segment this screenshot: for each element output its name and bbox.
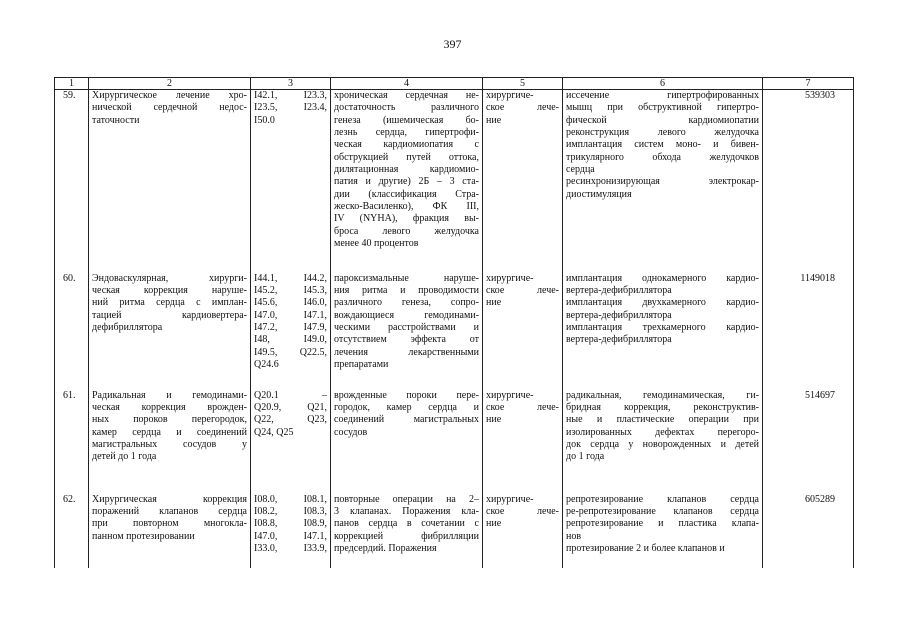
icd-code: Q22, xyxy=(254,414,274,426)
cell-line: панов сердца в сочетании с xyxy=(334,518,479,530)
cost-value xyxy=(763,390,854,494)
treatment-type xyxy=(483,90,563,273)
icd-code-line xyxy=(254,427,327,439)
cell-line: ческая коррекция врожден- xyxy=(92,401,247,413)
cell-line: ское лече- xyxy=(486,505,559,517)
column-header: 5 xyxy=(483,78,563,90)
row-number xyxy=(55,90,89,273)
cell-line: ния ритма и проводимости xyxy=(334,284,479,296)
cell-line: генеза (ишемическая бо- xyxy=(334,114,479,126)
treatment-type xyxy=(483,273,563,390)
row-number-text: 60. xyxy=(63,272,76,284)
cell-line: предсердий. Поражения xyxy=(334,542,437,554)
cell-line: хирургиче- xyxy=(486,389,534,401)
page-number: 397 xyxy=(443,37,462,51)
cell-line: панном протезировании xyxy=(92,530,195,542)
table-row xyxy=(55,273,854,390)
cell-line: различного генеза, сопро- xyxy=(334,297,479,309)
cell-line: ние xyxy=(486,414,502,426)
icd-code: I49.0, xyxy=(303,334,327,346)
icd-code-line xyxy=(254,518,327,530)
cell-line: ское лече- xyxy=(486,284,559,296)
cell-line: реконструкция левого желудочка xyxy=(566,127,759,139)
icd-code: I44.2, xyxy=(303,272,327,284)
cell-line: сосудов xyxy=(334,426,368,438)
cell-line: имплантация систем моно- и бивен- xyxy=(566,139,759,151)
cell-line: городок, камер сердца и xyxy=(334,401,479,413)
icd-code: I08.0, xyxy=(254,493,278,505)
icd-code-line xyxy=(254,322,327,334)
cost-text: 539303 xyxy=(805,90,835,101)
cell-line: жеско-Василенко), ФК III, xyxy=(334,201,479,213)
cell-line: хирургиче- xyxy=(486,493,534,505)
icd-codes xyxy=(251,494,331,568)
table-row xyxy=(55,390,854,494)
cost-value xyxy=(763,273,854,390)
cell-line: лезнь сердца, гипертрофи- xyxy=(334,127,479,139)
care-type-name xyxy=(89,273,251,390)
icd-code-line xyxy=(254,285,327,297)
cell-line: хирургиче- xyxy=(486,90,534,101)
patient-model xyxy=(331,494,483,568)
cell-line: поражений клапанов сердца xyxy=(92,505,247,517)
icd-code-line xyxy=(254,543,327,555)
row-number xyxy=(55,390,89,494)
treatment-type xyxy=(483,494,563,568)
cell-line: отсутствием эффекта от xyxy=(334,334,479,346)
cell-line: вождающиеся гемодинами- xyxy=(334,309,479,321)
cell-line: ское лече- xyxy=(486,102,559,114)
icd-code-line xyxy=(254,494,327,506)
icd-codes xyxy=(251,90,331,273)
icd-code-line xyxy=(254,273,327,285)
icd-code-line xyxy=(254,347,327,359)
icd-code: I08.9, xyxy=(303,518,327,530)
treatment-method xyxy=(563,390,763,494)
icd-code: I47.9, xyxy=(303,321,327,333)
cell-line: ресинхронизирующая электрокар- xyxy=(566,176,759,188)
cell-line: хроническая сердечная не- xyxy=(334,90,479,101)
icd-code-line xyxy=(254,359,327,371)
icd-code-line xyxy=(254,414,327,426)
cell-line: радикальная, гемодинамическая, ги- xyxy=(566,389,759,401)
icd-code: I47.0, xyxy=(254,309,278,321)
cell-line: ных пороков перегородок, xyxy=(92,414,247,426)
icd-code: I45.2, xyxy=(254,284,278,296)
icd-code: I08.3, xyxy=(303,505,327,517)
cell-line: магистральных сосудов у xyxy=(92,438,247,450)
cell-line: фической кардиомиопатии xyxy=(566,114,759,126)
icd-code: Q21, xyxy=(307,401,327,413)
cell-line: нической сердечной недос- xyxy=(92,102,247,114)
icd-code-line xyxy=(254,402,327,414)
care-type-name xyxy=(89,494,251,568)
cell-line: до 1 года xyxy=(566,451,605,463)
icd-code: I47.1, xyxy=(303,309,327,321)
row-number xyxy=(55,494,89,568)
cell-line: дии (классификация Стра- xyxy=(334,188,479,200)
cell-line: вертера-дефибриллятора xyxy=(566,334,672,346)
icd-code: – xyxy=(322,389,327,401)
icd-code-line xyxy=(254,90,327,102)
cell-line: 3 клапанах. Поражения кла- xyxy=(334,505,479,517)
treatment-method xyxy=(563,90,763,273)
row-number xyxy=(55,273,89,390)
icd-code: Q22.5, xyxy=(299,346,327,358)
column-header: 3 xyxy=(251,78,331,90)
cell-line: репротезирование клапанов сердца xyxy=(566,493,759,505)
row-number-text: 59. xyxy=(63,90,76,101)
table-row xyxy=(55,90,854,273)
cell-line: вертера-дефибриллятора xyxy=(566,309,672,321)
cell-line: Хирургическая коррекция xyxy=(92,493,247,505)
cell-line: ние xyxy=(486,518,502,530)
column-header: 6 xyxy=(563,78,763,90)
cell-line: таточности xyxy=(92,114,140,126)
column-header: 4 xyxy=(331,78,483,90)
cell-line: изолированных дефектах перегоро- xyxy=(566,426,759,438)
icd-code: I47.1, xyxy=(303,530,327,542)
table-body xyxy=(55,90,854,568)
cell-line: нов xyxy=(566,530,582,542)
treatment-type xyxy=(483,390,563,494)
icd-code-line xyxy=(254,310,327,322)
icd-code: I49.5, xyxy=(254,346,278,358)
cell-line: ческая коррекция наруше- xyxy=(92,284,247,296)
cell-line: Хирургическое лечение хро- xyxy=(92,90,247,101)
icd-codes xyxy=(251,390,331,494)
cell-line: IV (NYHA), фракция вы- xyxy=(334,213,479,225)
icd-code: Q20.1 xyxy=(254,389,279,401)
cell-line: ческими расстройствами и xyxy=(334,321,479,333)
icd-code: I42.1, xyxy=(254,90,278,101)
cell-line: хирургиче- xyxy=(486,272,534,284)
cell-line: коррекцией фибрилляции xyxy=(334,530,479,542)
cell-line: менее 40 процентов xyxy=(334,238,419,250)
icd-code: I46.0, xyxy=(303,297,327,309)
icd-code: I47.2, xyxy=(254,321,278,333)
icd-code-line xyxy=(254,390,327,402)
cell-line: ре-репротезирование клапанов сердца xyxy=(566,505,759,517)
cell-line: достаточность различного xyxy=(334,102,479,114)
icd-code: Q20.9, xyxy=(254,401,282,413)
cell-line: врожденные пороки пере- xyxy=(334,389,479,401)
icd-code-line xyxy=(254,531,327,543)
cell-line: вертера-дефибриллятора xyxy=(566,284,672,296)
icd-code: I47.0, xyxy=(254,530,278,542)
cell-line: при повторном многокла- xyxy=(92,518,247,530)
icd-code-line xyxy=(254,506,327,518)
cost-text: 514697 xyxy=(805,389,835,401)
row-number-text: 62. xyxy=(63,493,76,505)
header-row xyxy=(55,78,854,90)
cell-line: дилятационная кардиомио- xyxy=(334,164,479,176)
cell-line: ское лече- xyxy=(486,401,559,413)
cell-line: репротезирование и пластика клапа- xyxy=(566,518,759,530)
column-header: 1 xyxy=(55,78,89,90)
icd-code: I23.5, xyxy=(254,102,278,114)
cell-line: имплантация двухкамерного кардио- xyxy=(566,297,759,309)
row-number-text: 61. xyxy=(63,389,76,401)
icd-code: I33.9, xyxy=(303,542,327,554)
cell-line: диостимуляция xyxy=(566,188,632,200)
cell-line: ние xyxy=(486,114,502,126)
icd-code: Q24.6 xyxy=(254,358,279,370)
cell-line: док сердца у новорожденных и детей xyxy=(566,438,759,450)
icd-code-line xyxy=(254,297,327,309)
cell-line: трикулярного обхода желудочков xyxy=(566,151,759,163)
icd-code-line xyxy=(254,102,327,114)
cell-line: обструкцией путей оттока, xyxy=(334,151,479,163)
icd-code: I23.4, xyxy=(303,102,327,114)
column-header: 2 xyxy=(89,78,251,90)
cell-line: лечения лекарственными xyxy=(334,346,479,358)
cost-text: 1149018 xyxy=(800,272,835,284)
icd-code: I08.1, xyxy=(303,493,327,505)
patient-model xyxy=(331,273,483,390)
cell-line: ческая кардиомиопатия с xyxy=(334,139,479,151)
icd-code-line xyxy=(254,115,327,127)
cell-line: препаратами xyxy=(334,358,389,370)
patient-model xyxy=(331,390,483,494)
icd-code: I44.1, xyxy=(254,272,278,284)
cell-line: ные и пластические операции при xyxy=(566,414,759,426)
patient-model xyxy=(331,90,483,273)
cost-value xyxy=(763,494,854,568)
icd-code: I50.0 xyxy=(254,114,275,126)
icd-code-line xyxy=(254,334,327,346)
cost-text: 605289 xyxy=(805,493,835,505)
icd-code: Q24, Q25 xyxy=(254,426,294,438)
cell-line: тацией кардиовертера- xyxy=(92,309,247,321)
treatment-method xyxy=(563,494,763,568)
icd-codes xyxy=(251,273,331,390)
cell-line: протезирование 2 и более клапанов и xyxy=(566,542,725,554)
icd-code: I45.3, xyxy=(303,284,327,296)
cell-line: соединений магистральных xyxy=(334,414,479,426)
cost-value xyxy=(763,90,854,273)
cell-line: сердца xyxy=(566,164,595,176)
cell-line: бридная коррекция, реконструктив- xyxy=(566,401,759,413)
cell-line: ние xyxy=(486,297,502,309)
table-row xyxy=(55,494,854,568)
cell-line: пароксизмальные наруше- xyxy=(334,272,479,284)
cell-line: Радикальная и гемодинами- xyxy=(92,389,247,401)
procedures-table xyxy=(54,77,854,568)
cell-line: имплантация однокамерного кардио- xyxy=(566,272,759,284)
cell-line: имплантация трехкамерного кардио- xyxy=(566,321,759,333)
cell-line: повторные операции на 2– xyxy=(334,493,479,505)
care-type-name xyxy=(89,90,251,273)
icd-code: I48, xyxy=(254,334,270,346)
cell-line: Эндоваскулярная, хирурги- xyxy=(92,272,247,284)
cell-line: иссечение гипертрофированных xyxy=(566,90,759,101)
column-header: 7 xyxy=(763,78,854,90)
icd-code: Q23, xyxy=(307,414,327,426)
icd-code: I23.3, xyxy=(303,90,327,101)
cell-line: дефибриллятора xyxy=(92,321,163,333)
cell-line: патия и другие) 2Б – 3 ста- xyxy=(334,176,479,188)
cell-line: ний ритма сердца с имплан- xyxy=(92,297,247,309)
icd-code: I08.2, xyxy=(254,505,278,517)
care-type-name xyxy=(89,390,251,494)
icd-code: I33.0, xyxy=(254,542,278,554)
cell-line: броса левого желудочка xyxy=(334,225,479,237)
cell-line: камер сердца и соединений xyxy=(92,426,247,438)
icd-code: I08.8, xyxy=(254,518,278,530)
cell-line: детей до 1 года xyxy=(92,451,157,463)
icd-code: I45.6, xyxy=(254,297,278,309)
cell-line: мышц при обструктивной гипертро- xyxy=(566,102,759,114)
treatment-method xyxy=(563,273,763,390)
